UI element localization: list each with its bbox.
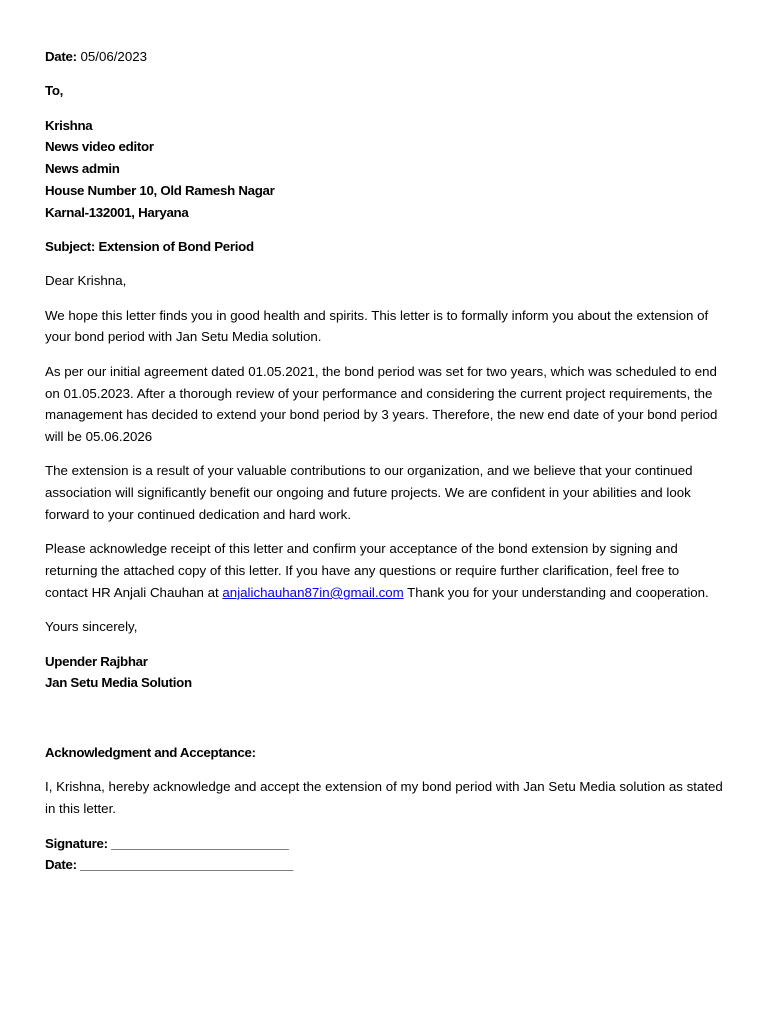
closing: Yours sincerely, — [45, 619, 138, 635]
subject-line: Subject: Extension of Bond Period — [45, 239, 254, 255]
paragraph-4-text-before: Please acknowledge receipt of this letter and confirm your acceptance of the bond extension by signing and returning the attached copy of this letter. If you have any questions or require further clarification, feel free to contact HR Anjali Chauhan at — [45, 541, 680, 600]
salutation: Dear Krishna, — [45, 273, 127, 289]
sender-org: Jan Setu Media Solution — [45, 675, 192, 691]
recipient-role: News admin — [45, 161, 120, 177]
paragraph-4-text-after: Thank you for your understanding and cooperation. — [403, 584, 709, 600]
to-line: To, — [45, 83, 64, 99]
recipient-block — [45, 115, 725, 224]
sender-name: Upender Rajbhar — [45, 653, 148, 669]
acknowledgment-heading: Acknowledgment and Acceptance: — [45, 745, 256, 761]
letter-page — [45, 46, 725, 876]
sender-block — [45, 651, 725, 695]
signature-line: Signature: _________________________ — [45, 835, 289, 851]
body-paragraph-4 — [45, 538, 725, 603]
date-value: 05/06/2023 — [80, 49, 148, 64]
recipient-name: Krishna — [45, 117, 93, 133]
body-paragraph-1: We hope this letter finds you in good health and spirits. This letter is to formally inform you about the extension of your bond period with Jan Setu Media solution. — [45, 307, 709, 345]
recipient-address-line2: Karnal-132001, Haryana — [45, 204, 189, 220]
signature-block — [45, 833, 725, 877]
date-label: Date: — [45, 49, 77, 64]
acknowledgment-date-line: Date: ______________________________ — [45, 857, 293, 873]
body-paragraph-2: As per our initial agreement dated 01.05.2021, the bond period was set for two years, which was scheduled to end on 01.05.2023. After a thorough review of your performance and considering the current project requirements, the management has decided to extend your bond period by 3 years. Therefore, the new end date of your bond period will be 05.06.2026 — [45, 363, 718, 445]
acknowledgment-text: I, Krishna, hereby acknowledge and accept the extension of my bond period with Jan Setu Media solution as stated in this letter. — [45, 779, 723, 817]
hr-email-link[interactable]: anjalichauhan87in@gmail.com — [222, 584, 404, 600]
recipient-address-line1: House Number 10, Old Ramesh Nagar — [45, 182, 275, 198]
recipient-title: News video editor — [45, 139, 154, 155]
body-paragraph-3: The extension is a result of your valuable contributions to our organization, and we believe that your continued association will significantly benefit our ongoing and future projects. We are confident in your abilities and look forward to your continued dedication and hard work. — [45, 463, 693, 523]
date-line — [45, 46, 725, 68]
